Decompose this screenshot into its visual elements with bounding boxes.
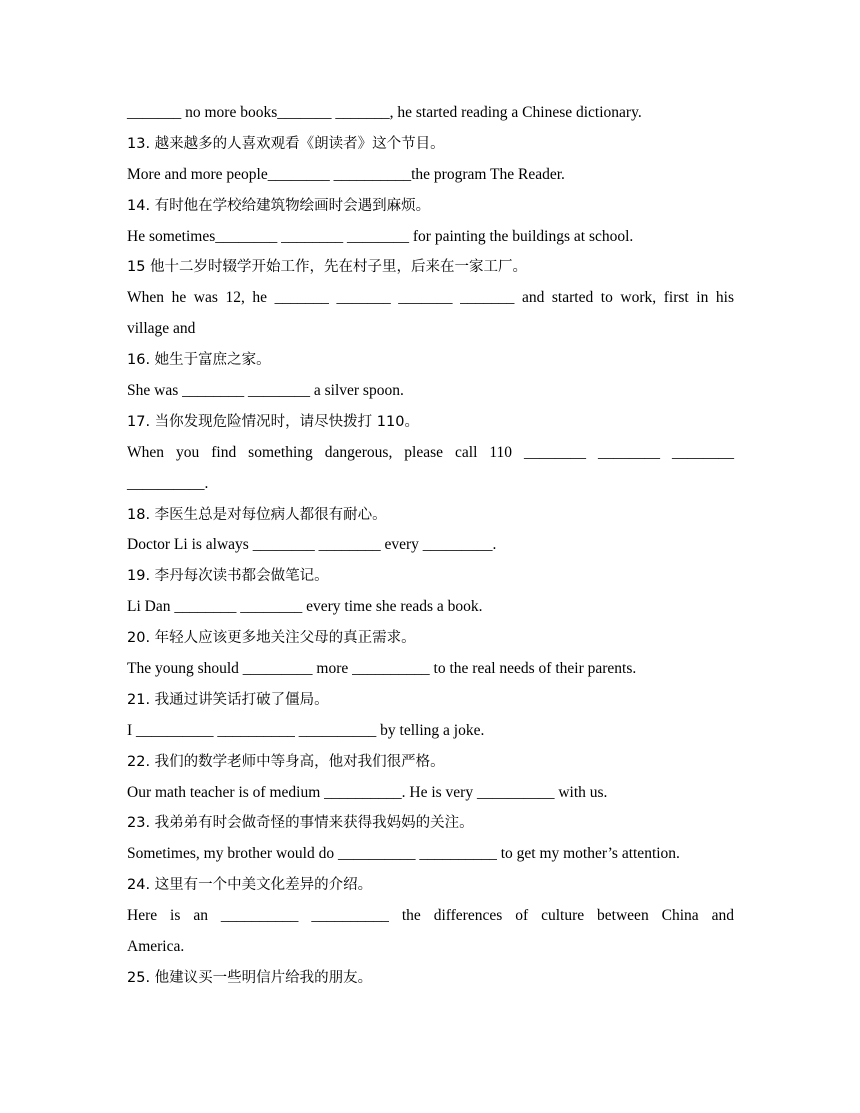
answer-sentence-line: Li Dan ________ ________ every time she reads a book. bbox=[127, 598, 483, 616]
question-prompt-line: 25. 他建议买一些明信片给我的朋友。 bbox=[127, 969, 373, 986]
answer-sentence-line: village and bbox=[127, 320, 196, 338]
question-prompt-line: 22. 我们的数学老师中等身高，他对我们很严格。 bbox=[127, 753, 445, 770]
worksheet-page bbox=[127, 98, 734, 994]
answer-sentence-line: He sometimes________ ________ ________ for painting the buildings at school. bbox=[127, 227, 634, 245]
question-prompt-line: 18. 李医生总是对每位病人都很有耐心。 bbox=[127, 506, 387, 523]
question-prompt-line: 15 他十二岁时辍学开始工作，先在村子里，后来在一家工厂。 bbox=[127, 259, 528, 276]
answer-sentence-line: I __________ __________ __________ by telling a joke. bbox=[127, 721, 485, 739]
question-prompt-line: 19. 李丹每次读书都会做笔记。 bbox=[127, 568, 329, 585]
question-prompt-line: 16. 她生于富庶之家。 bbox=[127, 352, 271, 369]
question-prompt-line: 21. 我通过讲笑话打破了僵局。 bbox=[127, 691, 329, 708]
question-prompt-line: 24. 这里有一个中美文化差异的介绍。 bbox=[127, 877, 373, 894]
question-prompt-line: 23. 我弟弟有时会做奇怪的事情来获得我妈妈的关注。 bbox=[127, 815, 474, 832]
answer-sentence-line: She was ________ ________ a silver spoon. bbox=[127, 382, 404, 400]
answer-sentence-line: Sometimes, my brother would do __________ __________ to get my mother’s attention. bbox=[127, 845, 680, 863]
answer-sentence-line: More and more people________ __________the program The Reader. bbox=[127, 165, 565, 183]
answer-sentence-line: Doctor Li is always ________ ________ every _________. bbox=[127, 536, 497, 554]
answer-sentence-line: America. bbox=[127, 938, 185, 956]
question-prompt-line: 13. 越来越多的人喜欢观看《朗读者》这个节目。 bbox=[127, 135, 445, 152]
answer-sentence-line: _______ no more books_______ _______, he started reading a Chinese dictionary. bbox=[127, 104, 642, 121]
question-prompt-line: 20. 年轻人应该更多地关注父母的真正需求。 bbox=[127, 630, 416, 647]
question-prompt-line: 17. 当你发现危险情况时，请尽快拨打 110。 bbox=[127, 413, 419, 430]
answer-sentence-line: Here is an __________ __________ the differences of culture between China and bbox=[127, 907, 734, 925]
answer-sentence-line: Our math teacher is of medium __________. He is very __________ with us. bbox=[127, 783, 608, 801]
answer-sentence-line: The young should _________ more __________ to the real needs of their parents. bbox=[127, 660, 637, 678]
question-prompt-line: 14. 有时他在学校给建筑物绘画时会遇到麻烦。 bbox=[127, 197, 431, 214]
answer-sentence-line: When he was 12, he _______ _______ _______ _______ and started to work, first in his bbox=[127, 289, 734, 307]
answer-sentence-line: When you find something dangerous, please call 110 ________ ________ ________ bbox=[127, 443, 734, 461]
answer-sentence-line: __________. bbox=[127, 474, 209, 492]
